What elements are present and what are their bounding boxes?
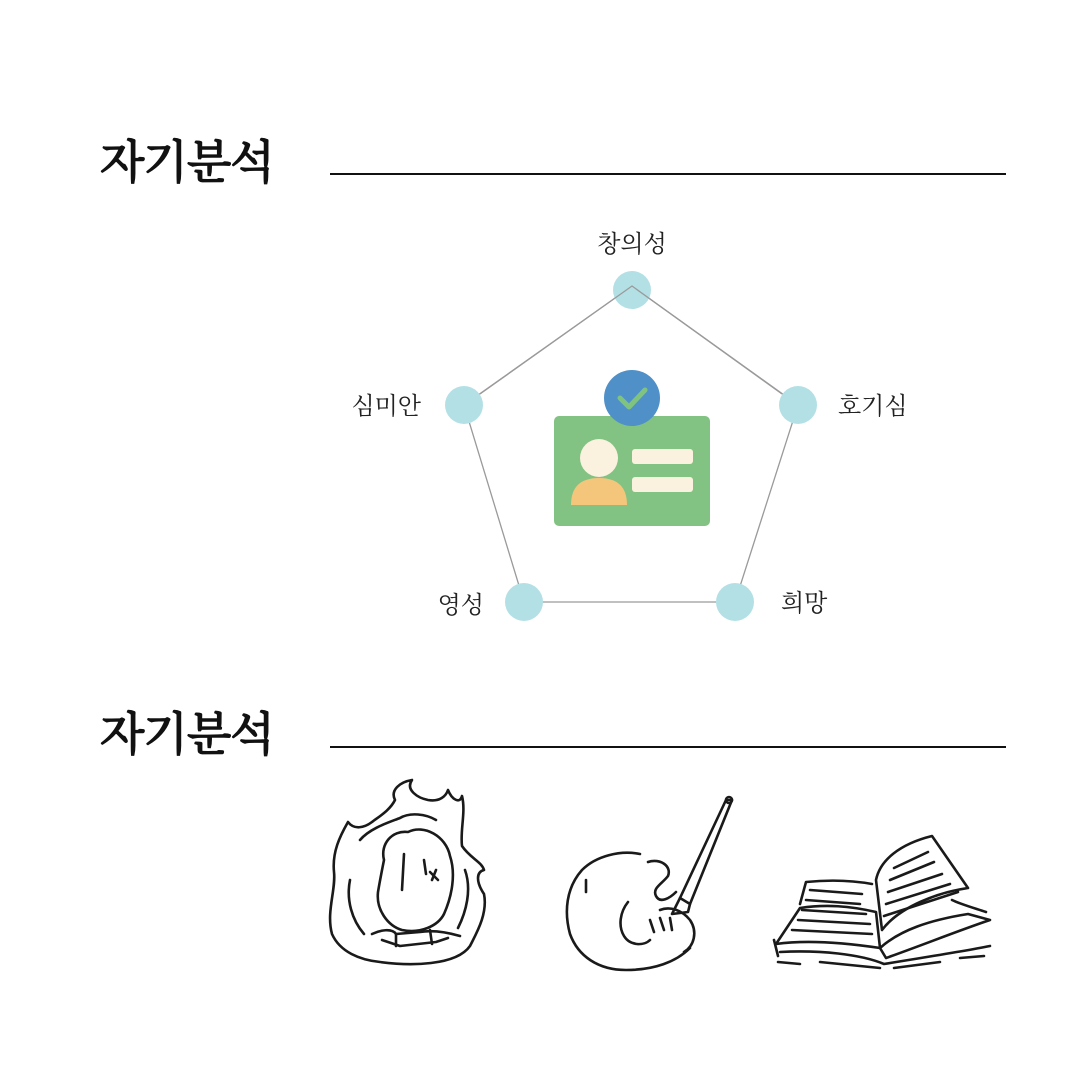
node-hope	[716, 583, 754, 621]
profile-card-check-icon	[554, 370, 710, 526]
open-book-icon	[774, 836, 990, 968]
node-label-creativity: 창의성	[597, 230, 667, 258]
node-curiosity	[779, 386, 817, 424]
flaming-fist-icon	[330, 780, 485, 964]
node-label-hope: 희망	[781, 589, 828, 617]
hand-writing-pen-icon	[567, 797, 732, 970]
section-title-1: 자기분석	[100, 135, 274, 189]
node-creativity	[613, 271, 651, 309]
node-aesthetics	[445, 386, 483, 424]
node-label-aesthetics: 심미안	[351, 392, 421, 420]
node-label-spirituality: 영성	[437, 591, 484, 619]
section-title-2: 자기분석	[100, 707, 274, 761]
node-spirituality	[505, 583, 543, 621]
section-divider-2	[330, 746, 1006, 748]
node-label-curiosity: 호기심	[838, 392, 908, 420]
